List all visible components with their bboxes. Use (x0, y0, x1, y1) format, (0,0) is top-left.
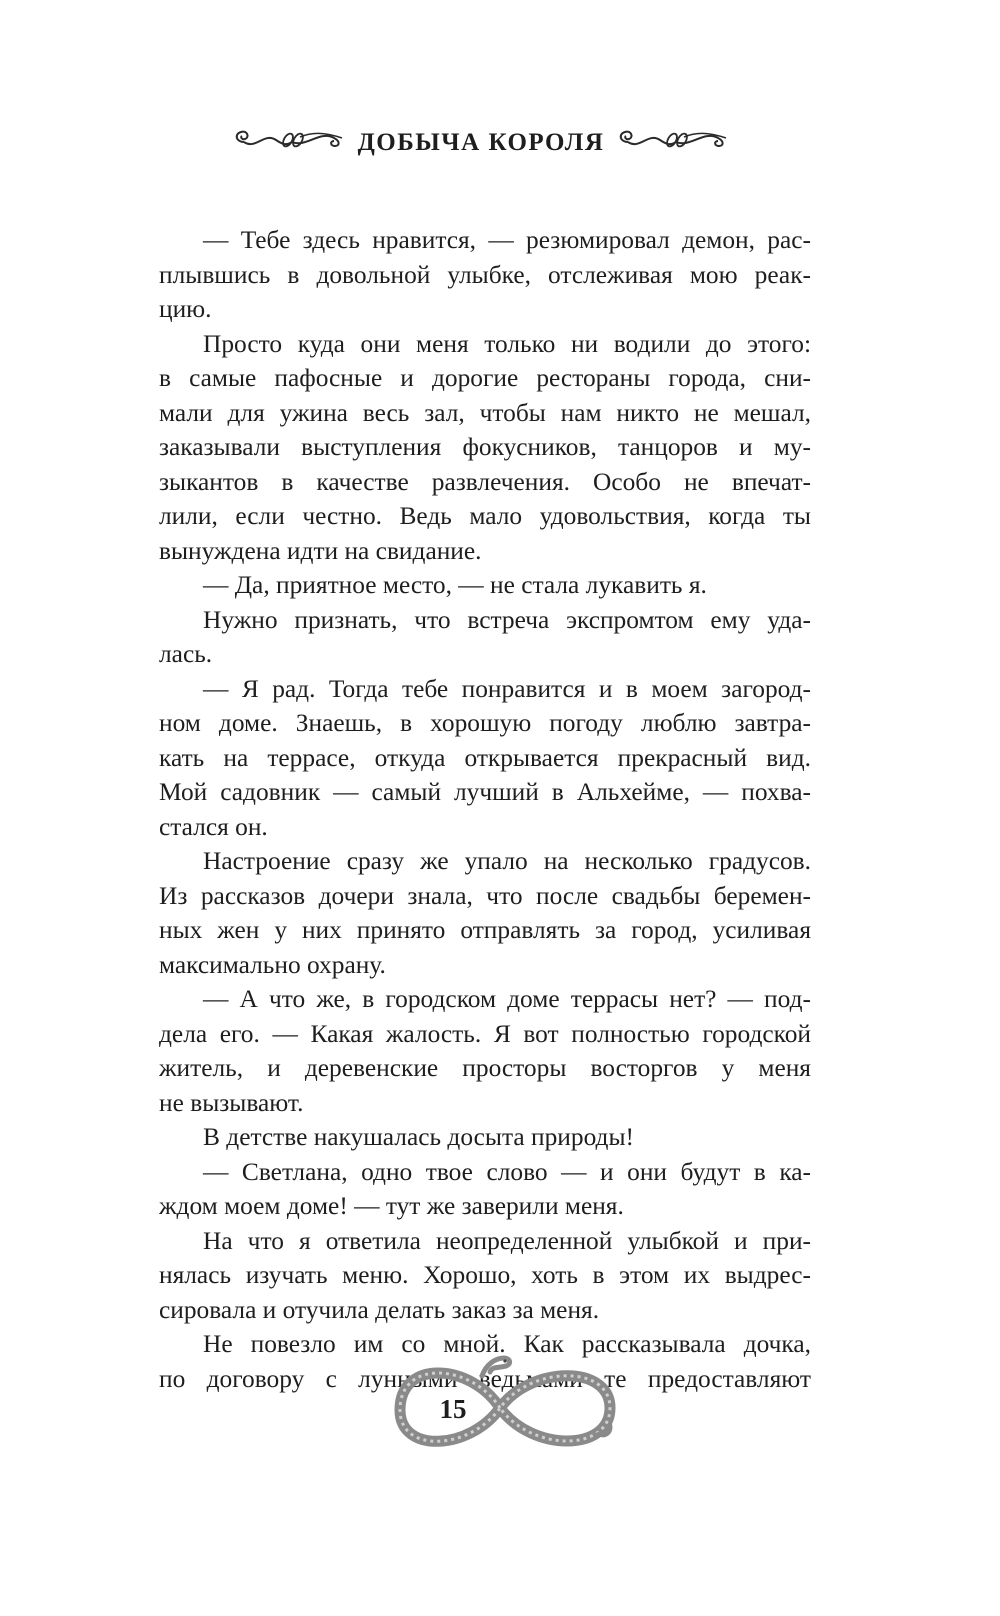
text-line: — А что же, в городском доме террасы нет? — под- (203, 985, 811, 1013)
text-line: заказывали выступления фокусников, танцоров и му- (159, 433, 811, 461)
text-line: На что я ответила неопределенной улыбкой и при- (203, 1226, 811, 1255)
text-line: сировала и отучила делать заказ за меня. (159, 1295, 600, 1324)
text-line: в самые пафосные и дорогие рестораны города, сни- (159, 364, 811, 392)
running-header-title: ДОБЫЧА КОРОЛЯ (357, 129, 605, 156)
text-line: житель, и деревенские просторы восторгов у меня (159, 1054, 811, 1082)
text-line: вынуждена идти на свидание. (159, 536, 482, 565)
text-line: максимально охрану. (159, 950, 386, 979)
text-line: дела его. — Какая жалость. Я вот полностью городской (159, 1019, 811, 1048)
running-header (0, 124, 1000, 164)
text-line: — Да, приятное место, — не стала лукавить я. (203, 571, 707, 599)
page-folio (374, 1336, 626, 1466)
text-line: ном доме. Знаешь, в хорошую погоду люблю завтра- (159, 709, 811, 737)
text-line: мали для ужина весь зал, чтобы нам никто не мешал, (159, 398, 811, 427)
text-line: — Светлана, одно твое слово — и они будут в ка- (203, 1157, 811, 1186)
text-line: Из рассказов дочери знала, что после свадьбы беремен- (159, 881, 811, 910)
text-line: плывшись в довольной улыбке, отслеживая мою реак- (159, 260, 811, 289)
text-line: зыкантов в качестве развлечения. Особо не впечат- (159, 467, 811, 496)
left-scroll-ornament-icon (230, 126, 346, 156)
text-line: ных жен у них принято отправлять за город, усиливая (159, 916, 811, 944)
text-line: Не повезло им со мной. Как рассказывала дочка, (203, 1330, 811, 1358)
text-line: нялась изучать меню. Хорошо, хоть в этом их выдрес- (159, 1261, 811, 1289)
text-line: Нужно признать, что встреча экспромтом ему уда- (203, 605, 811, 634)
text-line: ждом моем доме! — тут же заверили меня. (159, 1192, 624, 1220)
text-line: кать на террасе, откуда открывается прекрасный вид. (159, 743, 811, 772)
text-line: — Тебе здесь нравится, — резюмировал демон, рас- (203, 226, 811, 254)
text-line: — Я рад. Тогда тебе понравится и в моем загород- (203, 674, 811, 703)
text-line: стался он. (159, 812, 268, 841)
text-line: В детстве накушалась досыта природы! (203, 1123, 634, 1151)
body-text (159, 223, 811, 1396)
text-line: лась. (159, 640, 213, 668)
text-line: не вызывают. (159, 1088, 304, 1117)
right-scroll-ornament-icon (614, 126, 730, 156)
text-line: Мой садовник — самый лучший в Альхейме, — похва- (159, 778, 811, 806)
page-number: 15 (439, 1394, 467, 1424)
text-line: лили, если честно. Ведь мало удовольствия, когда ты (159, 502, 811, 530)
text-line: цию. (159, 295, 212, 323)
text-line: по договору с лунными ведьмами те предоставляют (159, 1364, 811, 1393)
text-line: Настроение сразу же упало на несколько градусов. (203, 847, 811, 875)
text-line: Просто куда они меня только ни водили до этого: (203, 329, 811, 358)
